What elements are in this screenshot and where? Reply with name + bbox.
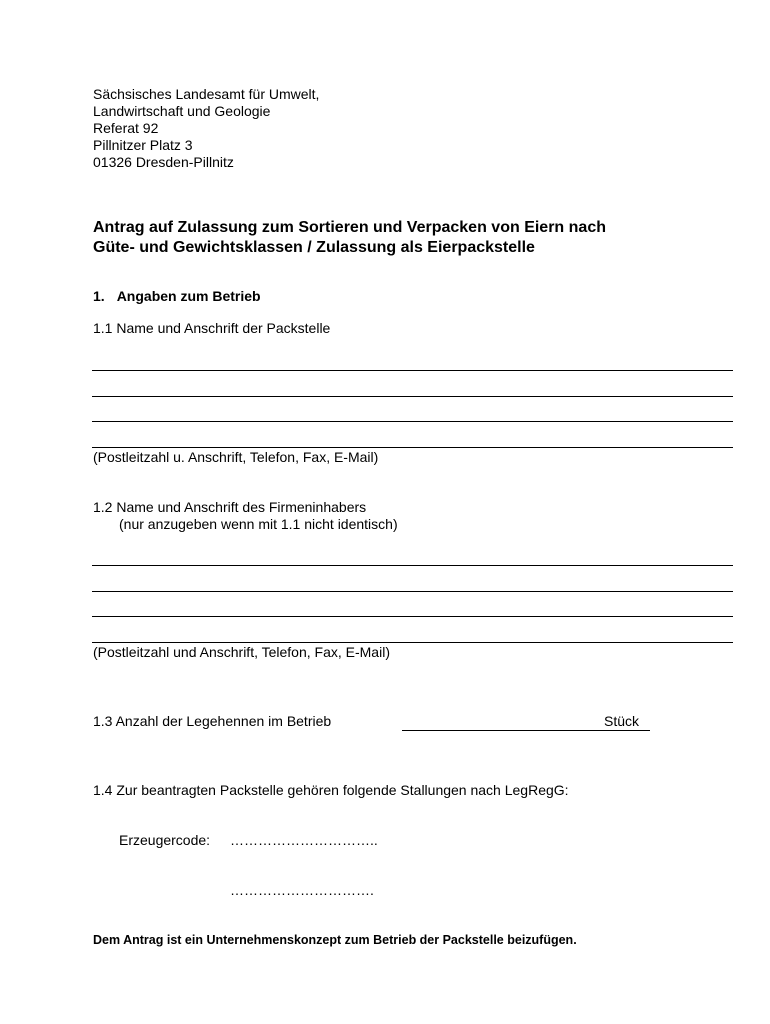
fill-line [92, 565, 733, 566]
fill-line [92, 447, 733, 448]
owner-address-field-2[interactable] [92, 569, 733, 591]
fill-line [402, 730, 650, 731]
producer-code-label: Erzeugercode: [119, 832, 211, 848]
recipient-address [93, 86, 319, 171]
owner-address-field-3[interactable] [92, 594, 733, 616]
item-1-3-label: 1.3 Anzahl der Legehennen im Betrieb [93, 713, 332, 729]
section-number: 1. [93, 288, 105, 304]
fill-line [92, 370, 733, 371]
hen-count-input[interactable] [404, 711, 594, 729]
form-title-line: Antrag auf Zulassung zum Sortieren und Verpacken von Eiern nach [93, 219, 606, 236]
item-1-2-sublabel: (nur anzugeben wenn mit 1.1 nicht identisch) [119, 516, 398, 532]
item-1-1-label: 1.1 Name und Anschrift der Packstelle [93, 320, 331, 336]
producer-code-input-1[interactable] [230, 828, 400, 846]
address-line: Landwirtschaft und Geologie [93, 103, 271, 119]
footer-note: Dem Antrag ist ein Unternehmenskonzept zum Betrieb der Packstelle beizufügen. [93, 933, 577, 947]
address-line: 01326 Dresden-Pillnitz [93, 154, 234, 170]
fill-line [92, 396, 733, 397]
owner-address-field-4[interactable] [92, 620, 733, 642]
producer-code-input-2[interactable] [230, 878, 400, 896]
address-line: Sächsisches Landesamt für Umwelt, [93, 86, 320, 102]
fill-line [92, 591, 733, 592]
fill-line [92, 642, 733, 643]
packstelle-address-field-4[interactable] [92, 425, 733, 447]
section-heading [93, 288, 261, 305]
packstelle-address-field-1[interactable] [92, 348, 733, 370]
item-1-1-hint: (Postleitzahl u. Anschrift, Telefon, Fax, E-Mail) [93, 449, 379, 465]
item-1-2-label: 1.2 Name und Anschrift des Firmeninhabers [93, 499, 367, 515]
form-title [93, 218, 606, 258]
producer-code-dots-1: ………………………….. [230, 832, 378, 848]
item-1-2-hint: (Postleitzahl und Anschrift, Telefon, Fax, E-Mail) [93, 644, 390, 660]
producer-code-dots-2: …………………………. [230, 882, 374, 898]
fill-line [92, 421, 733, 422]
item-1-3-unit: Stück [604, 713, 640, 729]
fill-line [92, 616, 733, 617]
packstelle-address-field-2[interactable] [92, 374, 733, 396]
item-1-4-label: 1.4 Zur beantragten Packstelle gehören folgende Stallungen nach LegRegG: [93, 782, 569, 798]
packstelle-address-field-3[interactable] [92, 399, 733, 421]
address-line: Referat 92 [93, 120, 159, 136]
form-title-line: Güte- und Gewichtsklassen / Zulassung als Eierpackstelle [93, 239, 535, 256]
owner-address-field-1[interactable] [92, 543, 733, 565]
section-title: Angaben zum Betrieb [116, 288, 261, 304]
address-line: Pillnitzer Platz 3 [93, 137, 193, 153]
